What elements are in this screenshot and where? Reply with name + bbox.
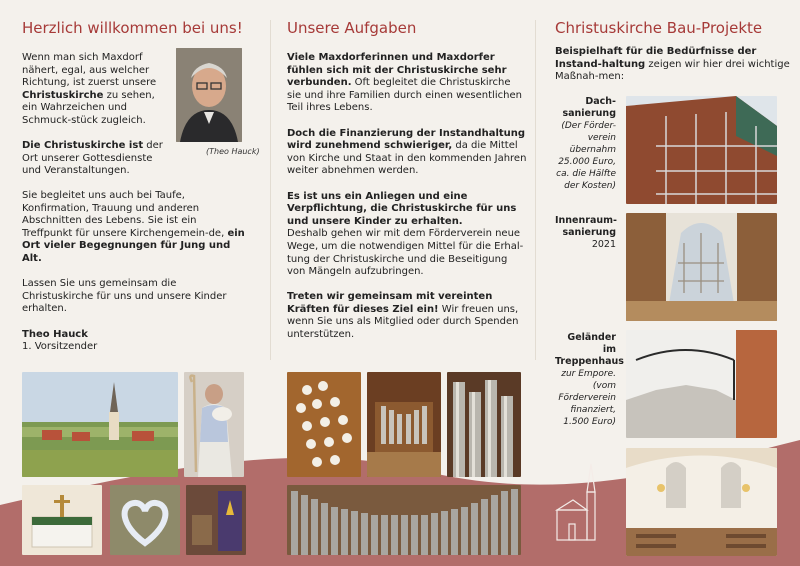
welcome-intro: Wenn man sich Maxdorf nähert, egal, aus welcher Richtung, ist zuerst unsere Christuskirche zu sehen, ein Wahrzeichen und Schmuck-stück zugleich.	[22, 52, 157, 126]
church-nave-photo	[626, 448, 777, 556]
village-photo	[22, 372, 178, 477]
column-projects	[535, 0, 800, 566]
projects-title: Christuskirche Bau-Projekte	[555, 19, 763, 37]
chapel-interior-photo	[186, 485, 246, 555]
tasks-body: Viele Maxdorferinnen und Maxdorfer fühlen sich mit der Christuskirche sehr verbunden. Oft begleitet die Christuskirche sie und ihre Familien durch einen wesentlichen Teil ihres Lebens. Doch die Finanzierung der Instandhaltung wird zunehmend schwieriger, da die Mittel von Kirche und Staat in den kommenden Jahren weiter abnehmen werden. Es ist uns ein Anliegen und eine Verpflichtung, die Christuskirche für uns und unsere Kinder zu erhalten. Deshalb gehen wir mit dem Förderverein neue Wege, um die notwendigen Mittel für die Erhal-tung der Christuskirche und die Beseitigung von Mängeln aufzubringen. Treten wir gemeinsam mit vereinten Kräften für dieses Ziel ein! Wir freuen uns, wenn Sie uns als Mitglied oder durch Spenden unterstützen.	[287, 52, 527, 341]
portrait-caption: (Theo Hauck)	[206, 147, 260, 156]
flower-heart-photo	[110, 485, 180, 555]
organ-stops-photo	[287, 372, 361, 477]
altar-photo	[22, 485, 102, 555]
welcome-paragraph-2: Die Christuskirche ist der Ort unserer Gottesdienste und Veranstaltungen.	[22, 140, 163, 177]
project-railing-label: Geländer im Treppenhaus zur Empore. (vom Förderverein finanziert, 1.500 Euro)	[555, 332, 624, 427]
column-welcome	[0, 0, 270, 566]
shepherd-statue-photo	[184, 372, 244, 477]
organ-pipes-row-photo	[287, 485, 521, 555]
project-interior-label: Innenraum-sanierung 2021	[555, 215, 617, 250]
portrait-photo	[176, 48, 242, 142]
column-tasks	[270, 0, 535, 566]
organ-pipes-closeup-photo	[447, 372, 521, 477]
welcome-title: Herzlich willkommen bei uns!	[22, 19, 243, 37]
stair-railing-photo	[626, 330, 777, 438]
projects-intro: Beispielhaft für die Bedürfnisse der Instand-haltung zeigen wir hier drei wichtige Maßnah-men:	[555, 46, 790, 83]
project-roof-label: Dach-sanierung (Der Förder-verein übernahm 25.000 Euro, ca. die Hälfte der Kosten)	[556, 96, 616, 191]
tasks-title: Unsere Aufgaben	[287, 19, 417, 37]
church-outline-icon	[553, 462, 605, 542]
interior-renovation-photo	[626, 213, 777, 321]
organ-loft-photo	[367, 372, 441, 477]
welcome-body: Sie begleitet uns auch bei Taufe, Konfirmation, Trauung und anderen Abschnitten des Lebens. Sie ist ein Treffpunkt für unsere Kirchengemein-de, ein Ort vieler Begegnungen für Jung und Alt. Lassen Sie uns gemeinsam die Christuskirche für uns und unsere Kinder erhalten. Theo Hauck 1. Vorsitzender	[22, 190, 245, 353]
roof-scaffolding-photo	[626, 96, 777, 204]
